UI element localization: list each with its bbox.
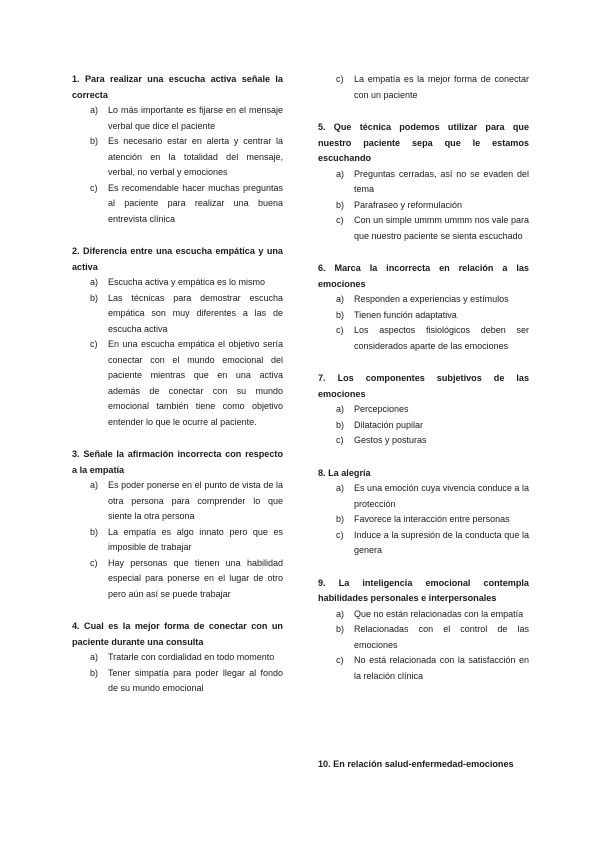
option-text: Es una emoción cuya vivencia conduce a la protección — [354, 483, 529, 509]
question-block — [318, 261, 529, 354]
answer-option — [318, 607, 529, 623]
option-letter: b) — [90, 667, 99, 678]
option-letter: c) — [90, 182, 98, 193]
question-title: 5. Que técnica podemos utilizar para que nuestro paciente sepa que le estamos escuchando — [318, 122, 529, 163]
answer-option — [318, 72, 529, 103]
question-title: 7. Los componentes subjetivos de las emociones — [318, 373, 529, 399]
option-letter: b) — [336, 309, 345, 320]
option-letter: c) — [336, 529, 344, 540]
option-text: Con un simple ummm ummm nos vale para que nuestro paciente se sienta escuchado — [354, 215, 529, 241]
question-title: 6. Marca la incorrecta en relación a las emociones — [318, 263, 529, 289]
answer-option — [72, 291, 283, 338]
option-text: No está relacionada con la satisfacción en la relación clínica — [354, 655, 529, 681]
option-text: Preguntas cerradas, así no se evaden del tema — [354, 168, 529, 194]
answer-option — [318, 433, 529, 449]
answer-option — [318, 213, 529, 244]
option-text: Las técnicas para demostrar escucha empática son muy diferentes a las de escucha activa — [108, 292, 283, 334]
question-block — [318, 371, 529, 449]
option-letter: c) — [90, 557, 98, 568]
question-block — [72, 72, 283, 227]
answer-option — [72, 556, 283, 603]
option-letter: b) — [90, 136, 99, 146]
option-text: Responden a experiencias y estímulos — [354, 294, 509, 304]
answer-option — [318, 323, 529, 354]
question-block — [72, 244, 283, 430]
option-letter: c) — [336, 655, 344, 665]
answer-option — [318, 308, 529, 324]
answer-option — [72, 275, 283, 291]
answer-option — [318, 402, 529, 418]
option-text: Dilatación pupilar — [354, 419, 424, 430]
question-title: 4. Cual es la mejor forma de conectar con un paciente durante una consulta — [72, 621, 283, 647]
option-letter: a) — [90, 652, 99, 662]
answer-option — [72, 666, 283, 697]
option-text: La empatía es algo innato pero que es imposible de trabajar — [108, 526, 283, 552]
option-text: Los aspectos fisiológicos deben ser considerados aparte de las emociones — [354, 325, 529, 351]
option-letter: b) — [90, 292, 99, 303]
option-letter: a) — [336, 168, 345, 179]
option-text: Lo más importante es fijarse en el mensaje verbal que dice el paciente — [108, 105, 283, 131]
option-text: Tener simpatía para poder llegar al fondo de su mundo emocional — [108, 667, 283, 693]
option-text: Percepciones — [354, 404, 409, 414]
answer-option — [318, 622, 529, 653]
answer-option — [318, 512, 529, 528]
option-letter: b) — [90, 526, 99, 537]
option-text: En una escucha empática el objetivo sería conectar con el mundo emocional del paciente mientras que en una activa además de conectar con su mundo emocional también tiene como objetivo entender lo que le ocurre al paciente. — [108, 339, 283, 427]
option-letter: b) — [336, 514, 345, 524]
option-letter: c) — [336, 74, 344, 84]
option-letter: b) — [336, 199, 345, 210]
right-column — [318, 72, 529, 701]
option-letter: c) — [336, 435, 344, 445]
answer-option — [72, 337, 283, 430]
option-letter: a) — [336, 404, 345, 414]
answer-option — [318, 418, 529, 434]
answer-option — [72, 181, 283, 228]
question-block — [318, 72, 529, 103]
option-text: Es recomendable hacer muchas preguntas al paciente para realizar una buena entrevista clínica — [108, 182, 283, 224]
answer-option — [318, 292, 529, 308]
answer-option — [318, 528, 529, 559]
option-text: Induce a la supresión de la conducta que la genera — [354, 529, 529, 555]
answer-option — [72, 650, 283, 666]
option-text: Tratarle con cordialidad en todo momento — [108, 652, 275, 662]
option-letter: b) — [336, 624, 345, 634]
option-text: Escucha activa y empática es lo mismo — [108, 277, 266, 287]
answer-option — [318, 198, 529, 214]
answer-option — [318, 167, 529, 198]
question-title: 2. Diferencia entre una escucha empática y una activa — [72, 246, 283, 272]
option-text: Que no están relacionadas con la empatía — [354, 608, 524, 619]
option-text: La empatía es la mejor forma de conectar con un paciente — [354, 74, 529, 100]
answer-option — [318, 481, 529, 512]
answer-option — [318, 653, 529, 684]
option-text: Relacionadas con el control de las emociones — [354, 624, 529, 650]
option-text: Gestos y posturas — [354, 435, 427, 445]
question-title: 9. La inteligencia emocional contempla habilidades personales e interpersonales — [318, 577, 529, 603]
option-letter: a) — [90, 105, 99, 115]
option-letter: c) — [336, 215, 344, 225]
answer-option — [72, 134, 283, 181]
left-column — [72, 72, 283, 714]
option-letter: a) — [336, 483, 345, 493]
option-letter: a) — [90, 277, 99, 287]
option-text: Parafraseo y reformulación — [354, 199, 463, 210]
question-block — [72, 447, 283, 602]
question-title: 1. Para realizar una escucha activa señale la correcta — [72, 74, 283, 100]
question-title: 3. Señale la afirmación incorrecta con respecto a la empatía — [72, 449, 283, 475]
option-text: Hay personas que tienen una habilidad especial para ponerse en el lugar de otro pero aún así se puede trabajar — [108, 557, 283, 599]
answer-option — [72, 478, 283, 525]
option-letter: c) — [90, 339, 98, 349]
question-title: 8. La alegría — [318, 467, 371, 478]
question-block — [318, 576, 529, 685]
question-block — [318, 466, 529, 559]
question-block — [318, 120, 529, 244]
option-letter: a) — [336, 608, 345, 619]
question-block — [72, 619, 283, 697]
question-10-title: 10. En relación salud-enfermedad-emociones — [318, 759, 514, 769]
option-text: Es poder ponerse en el punto de vista de la otra persona para comprender lo que siente la otra persona — [108, 480, 283, 521]
option-letter: a) — [90, 480, 99, 490]
option-letter: b) — [336, 419, 345, 430]
option-text: Favorece la interacción entre personas — [354, 514, 510, 524]
option-letter: a) — [336, 294, 345, 304]
option-text: Es necesario estar en alerta y centrar la atención en la totalidad del mensaje, verbal, no verbal y emociones — [108, 136, 283, 177]
answer-option — [72, 103, 283, 134]
answer-option — [72, 525, 283, 556]
option-letter: c) — [336, 325, 344, 335]
option-text: Tienen función adaptativa — [354, 309, 457, 320]
